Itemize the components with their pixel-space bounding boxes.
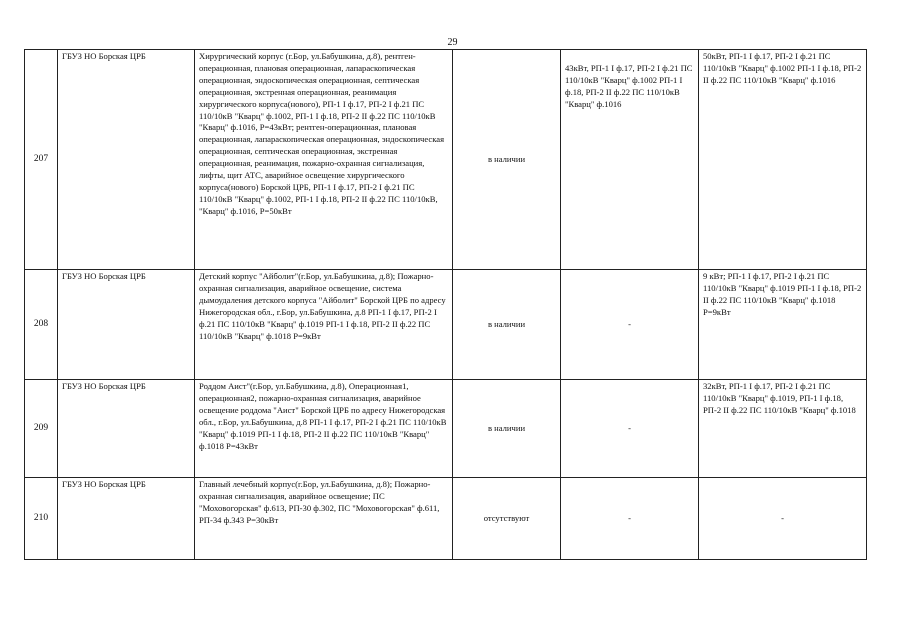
organization-cell: ГБУЗ НО Борская ЦРБ <box>58 50 195 270</box>
table-row <box>25 50 867 270</box>
table-row <box>25 270 867 380</box>
description-cell <box>195 270 453 380</box>
description-cell <box>195 50 453 270</box>
description-text: Детский корпус "Айболит"(г.Бор, ул.Бабушкина, д.8); Пожарно-охранная сигнализация, аварийное освещение, система дымоудаления детского корпуса "Айболит" Борской ЦРБ по адресу Нижегородская обл., г.Бор, ул.Бабушкина, д.8 РП-1 I ф.17, РП-2 I ф.21 ПС 110/10кВ "Кварц" ф.1019 РП-1 I ф.18, РП-2 II ф.22 ПС 110/10кВ "Кварц" ф.1018 Р=9кВт <box>199 271 446 341</box>
organization-cell: ГБУЗ НО Борская ЦРБ <box>58 478 195 560</box>
organization-cell: ГБУЗ НО Борская ЦРБ <box>58 270 195 380</box>
page-number: 29 <box>447 37 458 48</box>
row-number: 207 <box>25 50 58 270</box>
data-table <box>24 49 867 560</box>
status-cell: в наличии <box>453 380 561 478</box>
description-text: Главный лечебный корпус(г.Бор, ул.Бабушкина, д.8); Пожарно-охранная сигнализация, аварийное освещение; ПС "Моховогорская" ф.613, РП-30 ф.302, ПС "Моховогорская" ф.611, РП-34 ф.343 Р=30кВт <box>199 479 440 525</box>
table-row <box>25 478 867 560</box>
capacity-cell: - <box>561 478 699 560</box>
capacity-cell: - <box>561 380 699 478</box>
row-number: 208 <box>25 270 58 380</box>
capacity-cell: - <box>561 270 699 380</box>
description-text: Хирургический корпус (г.Бор, ул.Бабушкина, д.8), рентген-операционная, плановая операционная, лапараскопическая операционная, эндоскопическая операционная, септическая операционная, экстренная операционная, реанимация хирургического корпуса(нового), РП-1 I ф.17, РП-2 I ф.21 ПС 110/10кВ "Кварц" ф.1002, РП-1 I ф.18, РП-2 II ф.22 ПС 110/10кВ "Кварц" ф.1016, Р=43кВт; рентген-операционная, плановая операционная, лапараскопическая операционная, эндоскопическая операционная, септическая операционная, экстренная операционная, реанимация, пожарно-охранная сигнализация, лифты, щит АТС, аварийное освещение хирургического корпуса(нового) Борской ЦРБ, РП-1 I ф.17, РП-2 I ф.21 ПС 110/10кВ "Кварц" ф.1002, РП-1 I ф.18, РП-2 II ф.22 ПС 110/10кВ, "Кварц" ф.1016, Р=50кВт <box>199 51 445 216</box>
connection-cell: 9 кВт; РП-1 I ф.17, РП-2 I ф.21 ПС 110/10кВ "Кварц" ф.1019 РП-1 I ф.18, РП-2 II ф.22 ПС 110/10кВ "Кварц" ф.1018 Р=9кВт <box>699 270 867 380</box>
table-row <box>25 380 867 478</box>
capacity-cell <box>561 50 699 270</box>
description-text: Роддом Аист"(г.Бор, ул.Бабушкина, д.8), Операционная1, операционная2, пожарно-охранная сигнализация, аварийное освещение роддома "Аист" Борской ЦРБ по адресу Нижегородская обл., г.Бор, ул.Бабушкина, д.8 РП-1 I ф.17, РП-2 I ф.21 ПС 110/10кВ "Кварц" ф.1019 РП-1 I ф.18, РП-2 II ф.22 ПС 110/10кВ "Кварц" ф.1018 Р=43кВт <box>199 381 447 451</box>
connection-cell: 32кВт, РП-1 I ф.17, РП-2 I ф.21 ПС 110/10кВ "Кварц" ф.1019, РП-1 I ф.18, РП-2 II ф.22 ПС 110/10кВ "Кварц" ф.1018 <box>699 380 867 478</box>
row-number: 209 <box>25 380 58 478</box>
organization-cell: ГБУЗ НО Борская ЦРБ <box>58 380 195 478</box>
status-cell: в наличии <box>453 270 561 380</box>
connection-cell: - <box>699 478 867 560</box>
status-cell: отсутствуют <box>453 478 561 560</box>
status-cell: в наличии <box>453 50 561 270</box>
row-number: 210 <box>25 478 58 560</box>
description-cell <box>195 380 453 478</box>
connection-cell: 50кВт, РП-1 I ф.17, РП-2 I ф.21 ПС 110/10кВ "Кварц" ф.1002 РП-1 I ф.18, РП-2 II ф.22 ПС 110/10кВ "Кварц" ф.1016 <box>699 50 867 270</box>
description-cell <box>195 478 453 560</box>
capacity-text: 43кВт, РП-1 I ф.17, РП-2 I ф.21 ПС 110/10кВ "Кварц" ф.1002 РП-1 I ф.18, РП-2 II ф.22 ПС 110/10кВ "Кварц" ф.1016 <box>565 63 693 109</box>
